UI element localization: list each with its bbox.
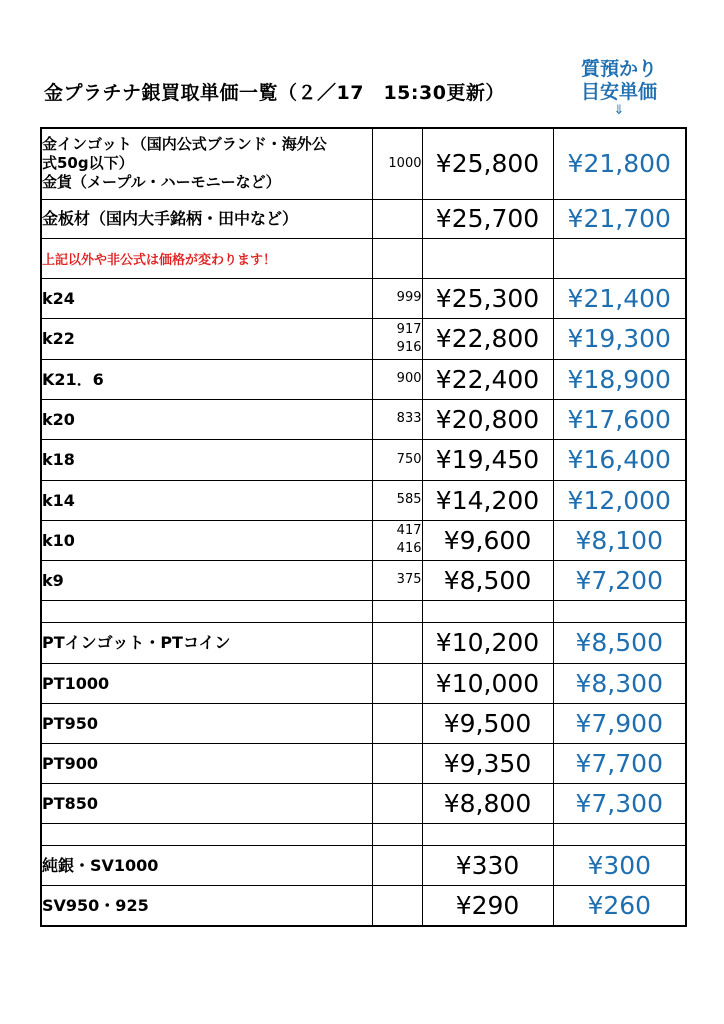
purity-value: 900 [396, 371, 422, 386]
pawn-price: ¥17,600 [553, 399, 686, 439]
item-name [41, 560, 372, 600]
item-name [41, 622, 372, 663]
item-name-line: k9 [42, 570, 64, 590]
item-name-line: k22 [42, 329, 75, 348]
table-row [41, 885, 686, 926]
table-row [41, 845, 686, 885]
pawn-price: ¥300 [553, 845, 686, 885]
item-name-line: PTインゴット・PTコイン [42, 633, 231, 652]
table-row [41, 359, 686, 399]
buy-price: ¥10,200 [422, 622, 553, 663]
item-name [41, 480, 372, 520]
empty-cell [422, 600, 553, 622]
price-table-body [41, 128, 686, 926]
pawn-price: ¥7,200 [553, 560, 686, 600]
table-row [41, 743, 686, 783]
item-name-line: PT1000 [42, 673, 110, 693]
pawn-price: ¥8,300 [553, 663, 686, 703]
table-row [41, 783, 686, 823]
down-arrow-icon: ⇓ [613, 103, 625, 118]
pawn-price: ¥7,300 [553, 783, 686, 823]
pawn-price: ¥8,500 [553, 622, 686, 663]
table-row [41, 703, 686, 743]
table-row [41, 439, 686, 480]
table-row [41, 278, 686, 318]
buy-price: ¥290 [422, 885, 553, 926]
spacer-row [41, 823, 686, 845]
buy-price: ¥25,700 [422, 199, 553, 238]
page-title: 金プラチナ銀買取単価一覧（２／17 15:30更新） [44, 82, 505, 104]
pawn-price: ¥18,900 [553, 359, 686, 399]
table-row [41, 199, 686, 238]
item-name-line: k24 [42, 288, 75, 308]
buy-price: ¥25,300 [422, 278, 553, 318]
item-name-line: 金板材（国内大手銘柄・田中など） [42, 209, 299, 228]
purity-value: 999 [396, 290, 422, 305]
table-row [41, 318, 686, 359]
item-purity [372, 318, 422, 359]
table-row [41, 480, 686, 520]
item-name [41, 520, 372, 560]
item-purity [372, 622, 422, 663]
empty-cell [372, 823, 422, 845]
buy-price: ¥9,600 [422, 520, 553, 560]
item-name-line: k20 [42, 409, 75, 429]
pawn-heading-line2: 目安単価 [580, 81, 657, 103]
buy-price: ¥9,500 [422, 703, 553, 743]
buy-price: ¥330 [422, 845, 553, 885]
item-name-line: k14 [42, 490, 75, 510]
item-name-line: k10 [42, 530, 75, 550]
purity-value: 375 [396, 572, 422, 587]
item-name-line: 純銀・SV1000 [42, 855, 159, 875]
item-purity [372, 560, 422, 600]
buy-price: ¥20,800 [422, 399, 553, 439]
item-purity [372, 520, 422, 560]
item-name [41, 318, 372, 359]
spacer-row [41, 600, 686, 622]
item-purity [372, 278, 422, 318]
empty-cell [41, 600, 372, 622]
notice-text: 上記以外や非公式は価格が変わります！ [41, 238, 372, 278]
table-row [41, 560, 686, 600]
empty-cell [553, 238, 686, 278]
empty-cell [41, 823, 372, 845]
purity-value: 750 [396, 451, 422, 467]
pawn-price: ¥8,100 [553, 520, 686, 560]
purity-value: 916 [396, 339, 422, 355]
pawn-price: ¥21,800 [553, 128, 686, 199]
buy-price: ¥14,200 [422, 480, 553, 520]
empty-cell [422, 238, 553, 278]
buy-price: ¥9,350 [422, 743, 553, 783]
item-name [41, 439, 372, 480]
item-purity [372, 480, 422, 520]
empty-cell [372, 600, 422, 622]
item-name-line: PT850 [42, 793, 99, 813]
table-row [41, 663, 686, 703]
pawn-price: ¥12,000 [553, 480, 686, 520]
empty-cell [372, 238, 422, 278]
purity-value: 833 [396, 411, 422, 426]
item-name [41, 199, 372, 238]
item-name [41, 703, 372, 743]
buy-price: ¥10,000 [422, 663, 553, 703]
purity-value: 1000 [388, 155, 422, 171]
item-purity [372, 128, 422, 199]
pawn-column-heading [552, 58, 686, 118]
item-name-line: k18 [42, 450, 75, 469]
empty-cell [553, 823, 686, 845]
item-name-line: 式50g以下） [42, 154, 134, 173]
buy-price: ¥22,800 [422, 318, 553, 359]
item-name [41, 885, 372, 926]
item-name [41, 359, 372, 399]
buy-price: ¥8,800 [422, 783, 553, 823]
item-name [41, 783, 372, 823]
item-name-line: 金インゴット（国内公式ブランド・海外公 [42, 135, 327, 154]
table-row [41, 622, 686, 663]
pawn-price: ¥7,900 [553, 703, 686, 743]
purity-value: 417 [396, 523, 422, 538]
pawn-price: ¥21,400 [553, 278, 686, 318]
item-name-line: PT950 [42, 713, 99, 733]
item-purity [372, 743, 422, 783]
item-purity [372, 399, 422, 439]
pawn-price: ¥7,700 [553, 743, 686, 783]
item-purity [372, 359, 422, 399]
empty-cell [553, 600, 686, 622]
item-name-line: PT900 [42, 753, 99, 773]
item-name-line: K21．6 [42, 369, 104, 389]
purity-value: 416 [396, 541, 422, 556]
buy-price: ¥8,500 [422, 560, 553, 600]
table-row [41, 128, 686, 199]
item-name-line: 金貨（メープル・ハーモニーなど） [42, 173, 281, 192]
pawn-price: ¥19,300 [553, 318, 686, 359]
table-row [41, 399, 686, 439]
buy-price: ¥19,450 [422, 439, 553, 480]
buy-price: ¥25,800 [422, 128, 553, 199]
item-name [41, 128, 372, 199]
pawn-price: ¥21,700 [553, 199, 686, 238]
item-purity [372, 783, 422, 823]
item-purity [372, 199, 422, 238]
table-row [41, 520, 686, 560]
item-name [41, 845, 372, 885]
item-name [41, 278, 372, 318]
item-purity [372, 663, 422, 703]
pawn-heading-line1: 質預かり [580, 58, 657, 80]
item-purity [372, 845, 422, 885]
purity-value: 917 [396, 321, 422, 337]
item-purity [372, 885, 422, 926]
buy-price: ¥22,400 [422, 359, 553, 399]
pawn-price: ¥16,400 [553, 439, 686, 480]
item-purity [372, 439, 422, 480]
pawn-price: ¥260 [553, 885, 686, 926]
price-table [40, 127, 687, 927]
item-purity [372, 703, 422, 743]
purity-value: 585 [396, 492, 422, 507]
item-name [41, 399, 372, 439]
notice-row [41, 238, 686, 278]
item-name [41, 743, 372, 783]
empty-cell [422, 823, 553, 845]
item-name-line: SV950・925 [42, 895, 149, 915]
item-name [41, 663, 372, 703]
